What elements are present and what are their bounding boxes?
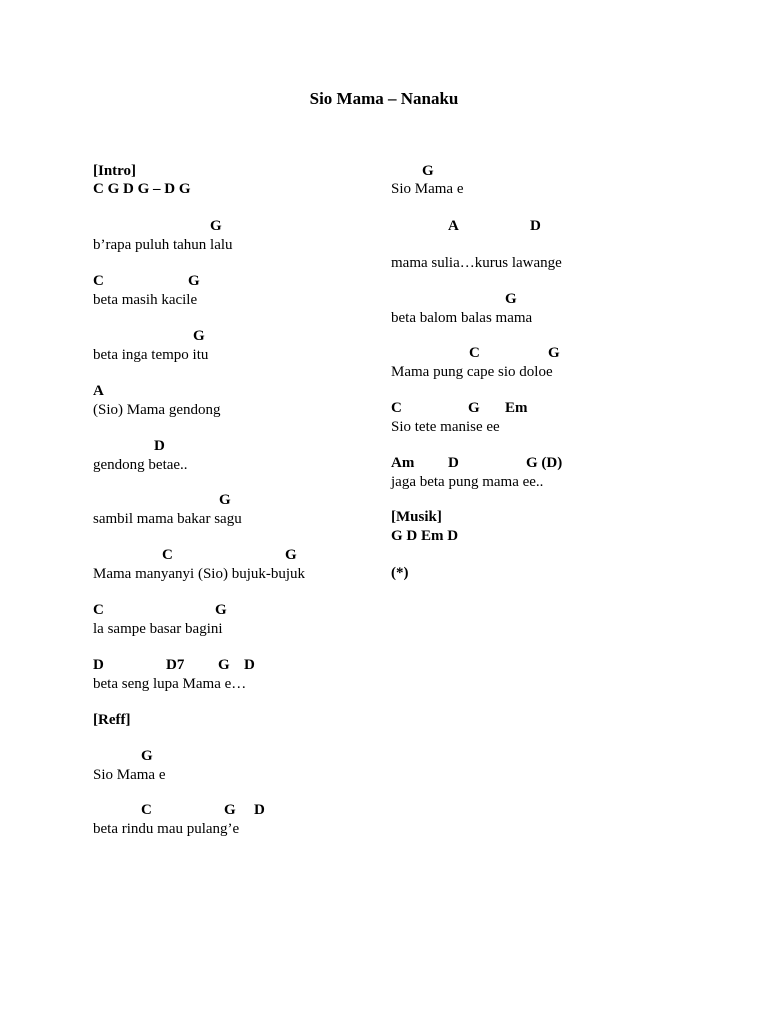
chord-mark: G (219, 492, 231, 508)
chord-mark: A (93, 383, 104, 399)
lyric-line: beta inga tempo itu (93, 347, 209, 363)
section-label: [Reff] (93, 712, 131, 728)
chord-mark: C (141, 802, 152, 818)
chord-mark: D (244, 657, 255, 673)
chord-mark: G (D) (526, 455, 563, 471)
chord-mark: G (468, 400, 480, 416)
lyric-line: Sio Mama e (93, 767, 166, 783)
lyric-line: beta rindu mau pulang’e (93, 821, 240, 837)
chord-mark: G (215, 602, 227, 618)
chord-mark: D (530, 218, 541, 234)
lyric-line: Sio tete manise ee (391, 419, 500, 435)
chord-mark: C (391, 400, 402, 416)
lyric-line: Mama manyanyi (Sio) bujuk-bujuk (93, 566, 306, 582)
chord-mark: G (141, 748, 153, 764)
lyric-line: sambil mama bakar sagu (93, 511, 242, 527)
lyric-line: Sio Mama e (391, 181, 464, 197)
chord-mark: D (254, 802, 265, 818)
chord-mark: G (505, 291, 517, 307)
lyric-line: (Sio) Mama gendong (93, 402, 221, 418)
chord-mark: Em (505, 400, 528, 416)
chord-mark: C (469, 345, 480, 361)
section-label: (*) (391, 565, 409, 581)
chord-mark: G (224, 802, 236, 818)
chord-mark: D7 (166, 657, 185, 673)
chord-mark: D (93, 657, 104, 673)
chord-mark: A (448, 218, 459, 234)
section-label: [Musik] (391, 509, 442, 525)
lyric-line: b’rapa puluh tahun lalu (93, 237, 233, 253)
chord-mark: D (154, 438, 165, 454)
chord-mark: G (210, 218, 222, 234)
chord-mark: G (193, 328, 205, 344)
song-title: Sio Mama – Nanaku (309, 89, 459, 108)
section-label: [Intro] (93, 163, 137, 179)
chord-mark: C (162, 547, 173, 563)
chord-mark: G D Em D (391, 528, 459, 544)
chord-mark: D (448, 455, 459, 471)
lyric-line: gendong betae.. (93, 457, 188, 473)
lyric-line: Mama pung cape sio doloe (391, 364, 553, 380)
lyric-line: jaga beta pung mama ee.. (391, 474, 544, 490)
chord-mark: C (93, 273, 104, 289)
lyric-line: beta seng lupa Mama e… (93, 676, 247, 692)
lyric-line: beta masih kacile (93, 292, 198, 308)
chord-mark: G (422, 163, 434, 179)
chord-mark: G (548, 345, 560, 361)
chord-mark: Am (391, 455, 415, 471)
chord-mark: C G D G – D G (93, 181, 191, 197)
chord-mark: G (218, 657, 230, 673)
chord-mark: G (188, 273, 200, 289)
chord-mark: G (285, 547, 297, 563)
chord-mark: C (93, 602, 104, 618)
lyric-line: mama sulia…kurus lawange (391, 255, 562, 271)
lyric-line: la sampe basar bagini (93, 621, 223, 637)
lyric-line: beta balom balas mama (391, 310, 533, 326)
